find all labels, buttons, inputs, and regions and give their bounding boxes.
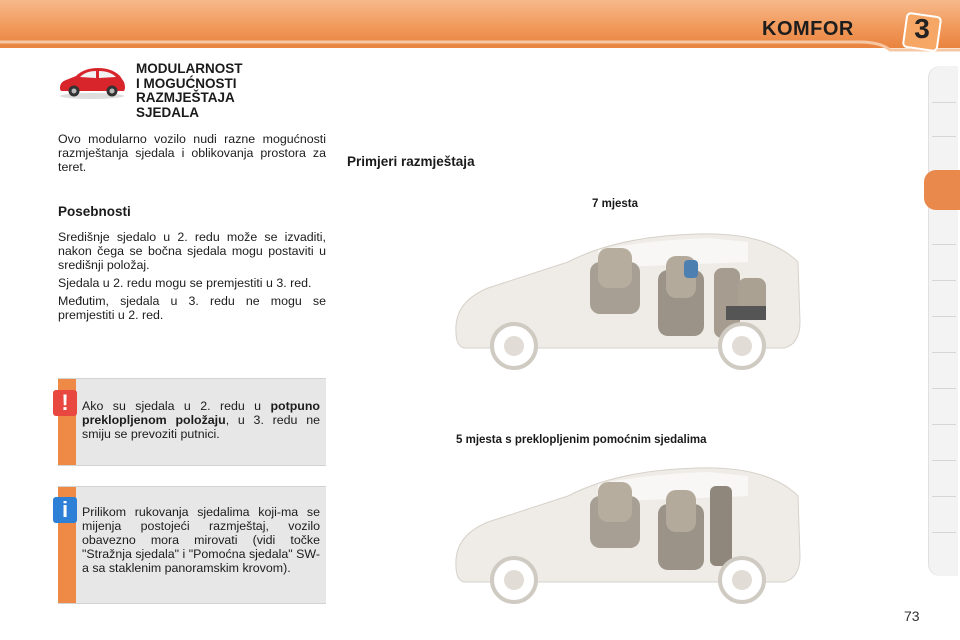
exclamation-icon: ! bbox=[52, 389, 78, 417]
info-icon: i bbox=[52, 496, 78, 524]
tab-divider bbox=[932, 352, 956, 353]
warning-text bbox=[82, 399, 320, 441]
warning-text-part: , u 3. redu ne smiju se prevoziti putnici. bbox=[82, 413, 320, 441]
section-title-line: RAZMJEŠTAJA bbox=[136, 90, 235, 105]
section-title-line: I MOGUĆNOSTI bbox=[136, 75, 237, 91]
tab-divider bbox=[932, 388, 956, 389]
car-seating-illustration-7 bbox=[448, 222, 808, 372]
chapter-badge bbox=[900, 10, 944, 54]
tab-rail bbox=[928, 66, 958, 576]
warning-text-part: Ako su sjedala u 2. redu u bbox=[82, 399, 271, 413]
features-text bbox=[58, 230, 326, 326]
info-text: Prilikom rukovanja sjedalima koji-ma se mijenja postojeći razmještaj, vozilo obavezno mora mirovati (vidi točke "Stražnja sjedala" i "Pomoćna sjedala" SW-a sa staklenim panoramskim krovom). bbox=[82, 505, 320, 575]
car-seating-illustration-5 bbox=[448, 456, 808, 606]
tab-divider bbox=[932, 460, 956, 461]
section-title-line: MODULARNOST bbox=[136, 61, 243, 76]
warning-text-bold: potpuno preklopljenom položaju bbox=[82, 399, 320, 427]
chapter-number: 3 bbox=[914, 13, 930, 44]
tab-active-chapter[interactable] bbox=[924, 170, 960, 210]
tab-divider bbox=[932, 280, 956, 281]
feature-paragraph: Središnje sjedalo u 2. redu može se izvaditi, nakon čega se bočna sjedala mogu postaviti u središnji položaj. bbox=[58, 230, 326, 272]
layout-caption: 5 mjesta s preklopljenim pomoćnim sjedalima bbox=[456, 434, 707, 446]
info-box bbox=[58, 486, 326, 604]
car-icon bbox=[56, 62, 128, 100]
tab-divider bbox=[932, 102, 956, 103]
intro-paragraph: Ovo modularno vozilo nudi razne mogućnosti razmještanja sjedala i oblikovanja prostora za teret. bbox=[58, 132, 326, 174]
page-number: 73 bbox=[904, 608, 920, 624]
feature-paragraph: Sjedala u 2. redu mogu se premjestiti u 3. red. bbox=[58, 276, 312, 290]
layout-caption: 7 mjesta bbox=[592, 198, 639, 210]
feature-paragraph: Međutim, sjedala u 3. redu ne mogu se premjestiti u 2. red. bbox=[58, 294, 326, 322]
tab-divider bbox=[932, 244, 956, 245]
section-title bbox=[136, 62, 316, 120]
examples-heading: Primjeri razmještaja bbox=[347, 154, 475, 169]
features-heading: Posebnosti bbox=[58, 204, 131, 219]
chapter-tabs bbox=[928, 66, 960, 576]
tab-divider bbox=[932, 496, 956, 497]
tab-divider bbox=[932, 424, 956, 425]
section-title-line: SJEDALA bbox=[136, 104, 200, 120]
tab-divider bbox=[932, 532, 956, 533]
header-curve bbox=[0, 40, 960, 52]
tab-divider bbox=[932, 316, 956, 317]
chapter-title: KOMFOR bbox=[762, 18, 854, 40]
warning-box bbox=[58, 378, 326, 466]
tab-divider bbox=[932, 136, 956, 137]
